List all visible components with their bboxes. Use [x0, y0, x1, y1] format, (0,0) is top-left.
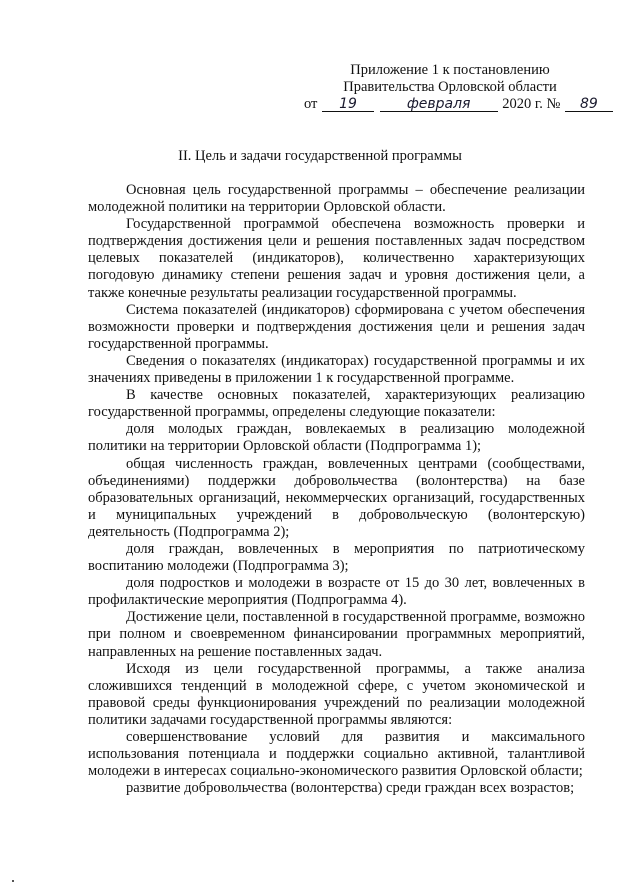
paragraph-main-goal: Основная цель государственной программы – обеспечение реализации молодежной политики на территории Орловской области. [88, 182, 585, 216]
paragraph-verification: Государственной программой обеспечена возможность проверки и подтверждения достижения цели и решения поставленных задач посредством целевых показателей (индикаторов), количественно характеризующих погодовую динамику степени решения задач и уровня достижения цели, а также конечные результаты реализации государственной программы. [88, 216, 585, 301]
list-item-indicator-1: доля молодых граждан, вовлекаемых в реализацию молодежной политики на территории Орловской области (Подпрограмма 1); [88, 421, 585, 455]
handwritten-month: февраля [380, 97, 498, 112]
list-item-indicator-4: доля подростков и молодежи в возрасте от 15 до 30 лет, вовлеченных в профилактические мероприятия (Подпрограмма 4). [88, 575, 585, 609]
scan-speck [12, 880, 14, 882]
appendix-header [330, 62, 570, 96]
document-body [88, 182, 585, 797]
paragraph-tasks-intro: Исходя из цели государственной программы, а также анализа сложившихся тенденций в молодежной сфере, с учетом экономической и правовой среды функционирования учреждений по реализации молодежной политики задачами государственной программы являются: [88, 660, 585, 728]
date-year-number-label: 2020 г. № [502, 96, 561, 112]
appendix-line-2: Правительства Орловской области [343, 79, 557, 95]
section-title: II. Цель и задачи государственной программы [178, 148, 462, 164]
handwritten-day: 19 [322, 97, 374, 112]
paragraph-indicator-system: Система показателей (индикаторов) сформирована с учетом обеспечения возможности проверки и подтверждения достижения цели и решения задач государственной программы. [88, 301, 585, 352]
paragraph-goal-achievement: Достижение цели, поставленной в государственной программе, возможно при полном и своевременном финансировании программных мероприятий, направленных на решение поставленных задач. [88, 609, 585, 660]
list-item-task-1: совершенствование условий для развития и максимального использования потенциала и поддержки социально активной, талантливой молодежи в интересах социально-экономического развития Орловской области; [88, 729, 585, 780]
handwritten-number: 89 [565, 97, 613, 112]
list-item-indicator-2: общая численность граждан, вовлеченных центрами (сообществами, объединениями) поддержки добровольчества (волонтерства) на базе образовательных организаций, некоммерческих организаций, государственных и муниципальных учреждений в добровольческую (волонтерскую) деятельность (Подпрограмма 2); [88, 455, 585, 540]
paragraph-main-indicators: В качестве основных показателей, характеризующих реализацию государственной программы, определены следующие показатели: [88, 387, 585, 421]
resolution-date-line [304, 96, 614, 113]
list-item-indicator-3: доля граждан, вовлеченных в мероприятия по патриотическому воспитанию молодежи (Подпрограмма 3); [88, 540, 585, 575]
paragraph-indicator-info: Сведения о показателях (индикаторах) государственной программы и их значениях приведены в приложении 1 к государственной программе. [88, 352, 585, 387]
list-item-task-2: развитие добровольчества (волонтерства) среди граждан всех возрастов; [126, 780, 575, 797]
appendix-line-1: Приложение 1 к постановлению [350, 62, 550, 78]
date-prefix: от [304, 96, 318, 112]
